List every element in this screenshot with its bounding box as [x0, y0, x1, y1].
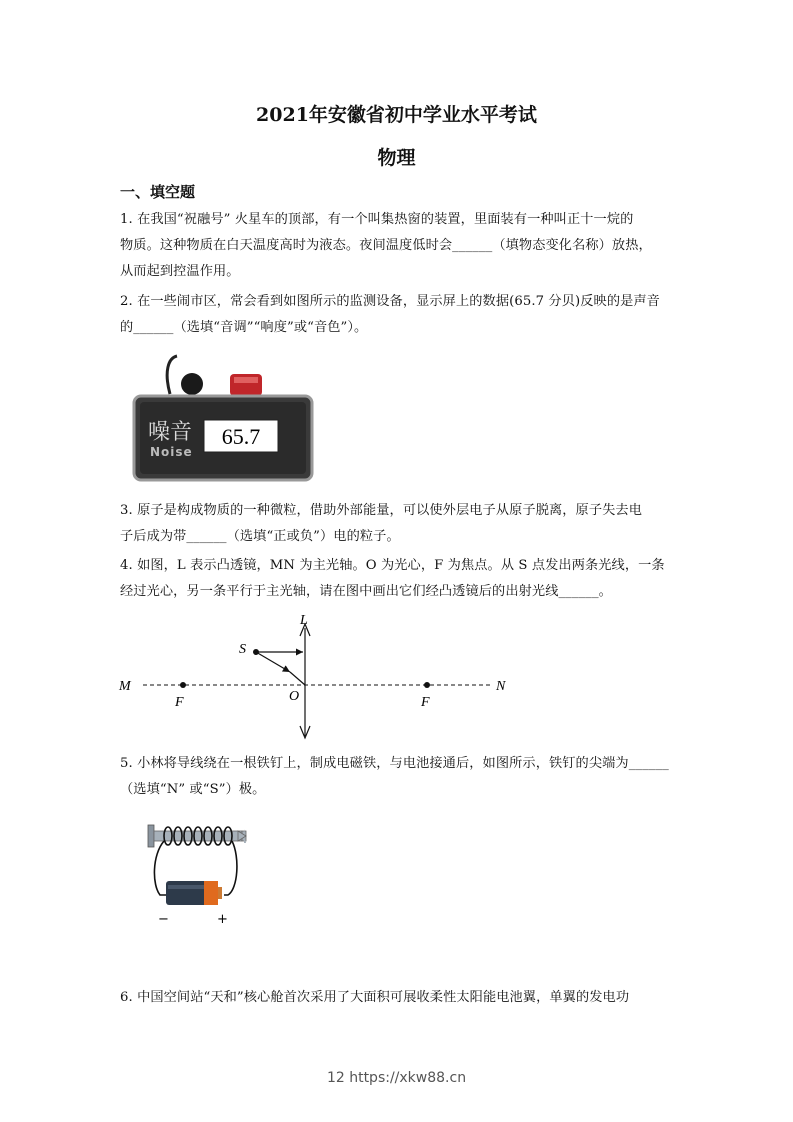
question-line: 2. 在一些闹市区，常会看到如图所示的监测设备，显示屏上的数据(65.7 分贝)反映的是声音 — [120, 294, 660, 309]
meter-label-cn: 噪音 — [148, 420, 193, 445]
focus-left — [180, 682, 186, 688]
question-line: 5. 小林将导线绕在一根铁钉上，制成电磁铁，与电池接通后，如图所示，铁钉的尖端为______ — [120, 756, 669, 771]
wire-left — [154, 841, 168, 895]
label-m: M — [119, 679, 131, 694]
focus-right — [424, 682, 430, 688]
microphone-icon — [181, 373, 203, 395]
question-line: 4. 如图，L 表示凸透镜，MN 为主光轴。O 为光心，F 为焦点。从 S 点发出两条光线，一条 — [120, 558, 665, 573]
battery-plus-label: + — [217, 912, 228, 927]
question-line: （选填“N” 或“S”）极。 — [120, 782, 266, 797]
question-line: 物质。这种物质在白天温度高时为液态。夜间温度低时会______（填物态变化名称）放热， — [120, 238, 652, 253]
label-l: L — [300, 613, 308, 628]
nail-head — [148, 825, 154, 847]
wire-right — [224, 841, 237, 895]
question-line: 的______（选填“音调”“响度”或“音色”）。 — [120, 320, 368, 335]
question-4 — [120, 553, 680, 605]
label-o: O — [289, 689, 300, 704]
question-line: 经过光心，另一条平行于主光轴，请在图中画出它们经凸透镜后的出射光线______。 — [120, 584, 612, 599]
meter-label-en: Noise — [150, 445, 193, 459]
question-line: 3. 原子是构成物质的一种微粒，借助外部能量，可以使外层电子从原子脱离，原子失去电 — [120, 503, 642, 518]
question-6 — [120, 985, 680, 1011]
subject-title: 物理 — [377, 147, 416, 169]
question-5 — [120, 751, 680, 803]
question-line: 6. 中国空间站“天和”核心舱首次采用了大面积可展收柔性太阳能电池翼，单翼的发电功 — [120, 990, 630, 1005]
question-line: 子后成为带______（选填“正或负”）电的粒子。 — [120, 529, 400, 544]
label-f-left: F — [175, 695, 184, 710]
page-footer: 12 https://xkw88.cn — [326, 1070, 467, 1086]
lens-diagram — [115, 608, 525, 748]
question-line: 从而起到控温作用。 — [120, 264, 240, 279]
noise-meter-figure — [130, 352, 320, 484]
label-f-right: F — [421, 695, 430, 710]
battery-minus-label: − — [158, 912, 169, 927]
meter-reading: 65.7 — [221, 424, 261, 449]
section-heading: 一、填空题 — [120, 183, 196, 201]
question-1 — [120, 207, 680, 285]
question-2 — [120, 289, 680, 341]
electromagnet-figure — [140, 815, 260, 930]
label-s: S — [239, 642, 246, 657]
question-3 — [120, 498, 680, 550]
nail-shaft — [154, 831, 242, 841]
center-ray-tail — [290, 672, 305, 685]
center-ray — [256, 652, 290, 672]
question-line: 1. 在我国“祝融号” 火星车的顶部，有一个叫集热窗的装置，里面装有一种叫正十一烷的 — [120, 212, 634, 227]
microphone-cable — [167, 356, 177, 394]
page-title: 2021年安徽省初中学业水平考试 — [256, 104, 537, 126]
label-n: N — [496, 679, 506, 694]
